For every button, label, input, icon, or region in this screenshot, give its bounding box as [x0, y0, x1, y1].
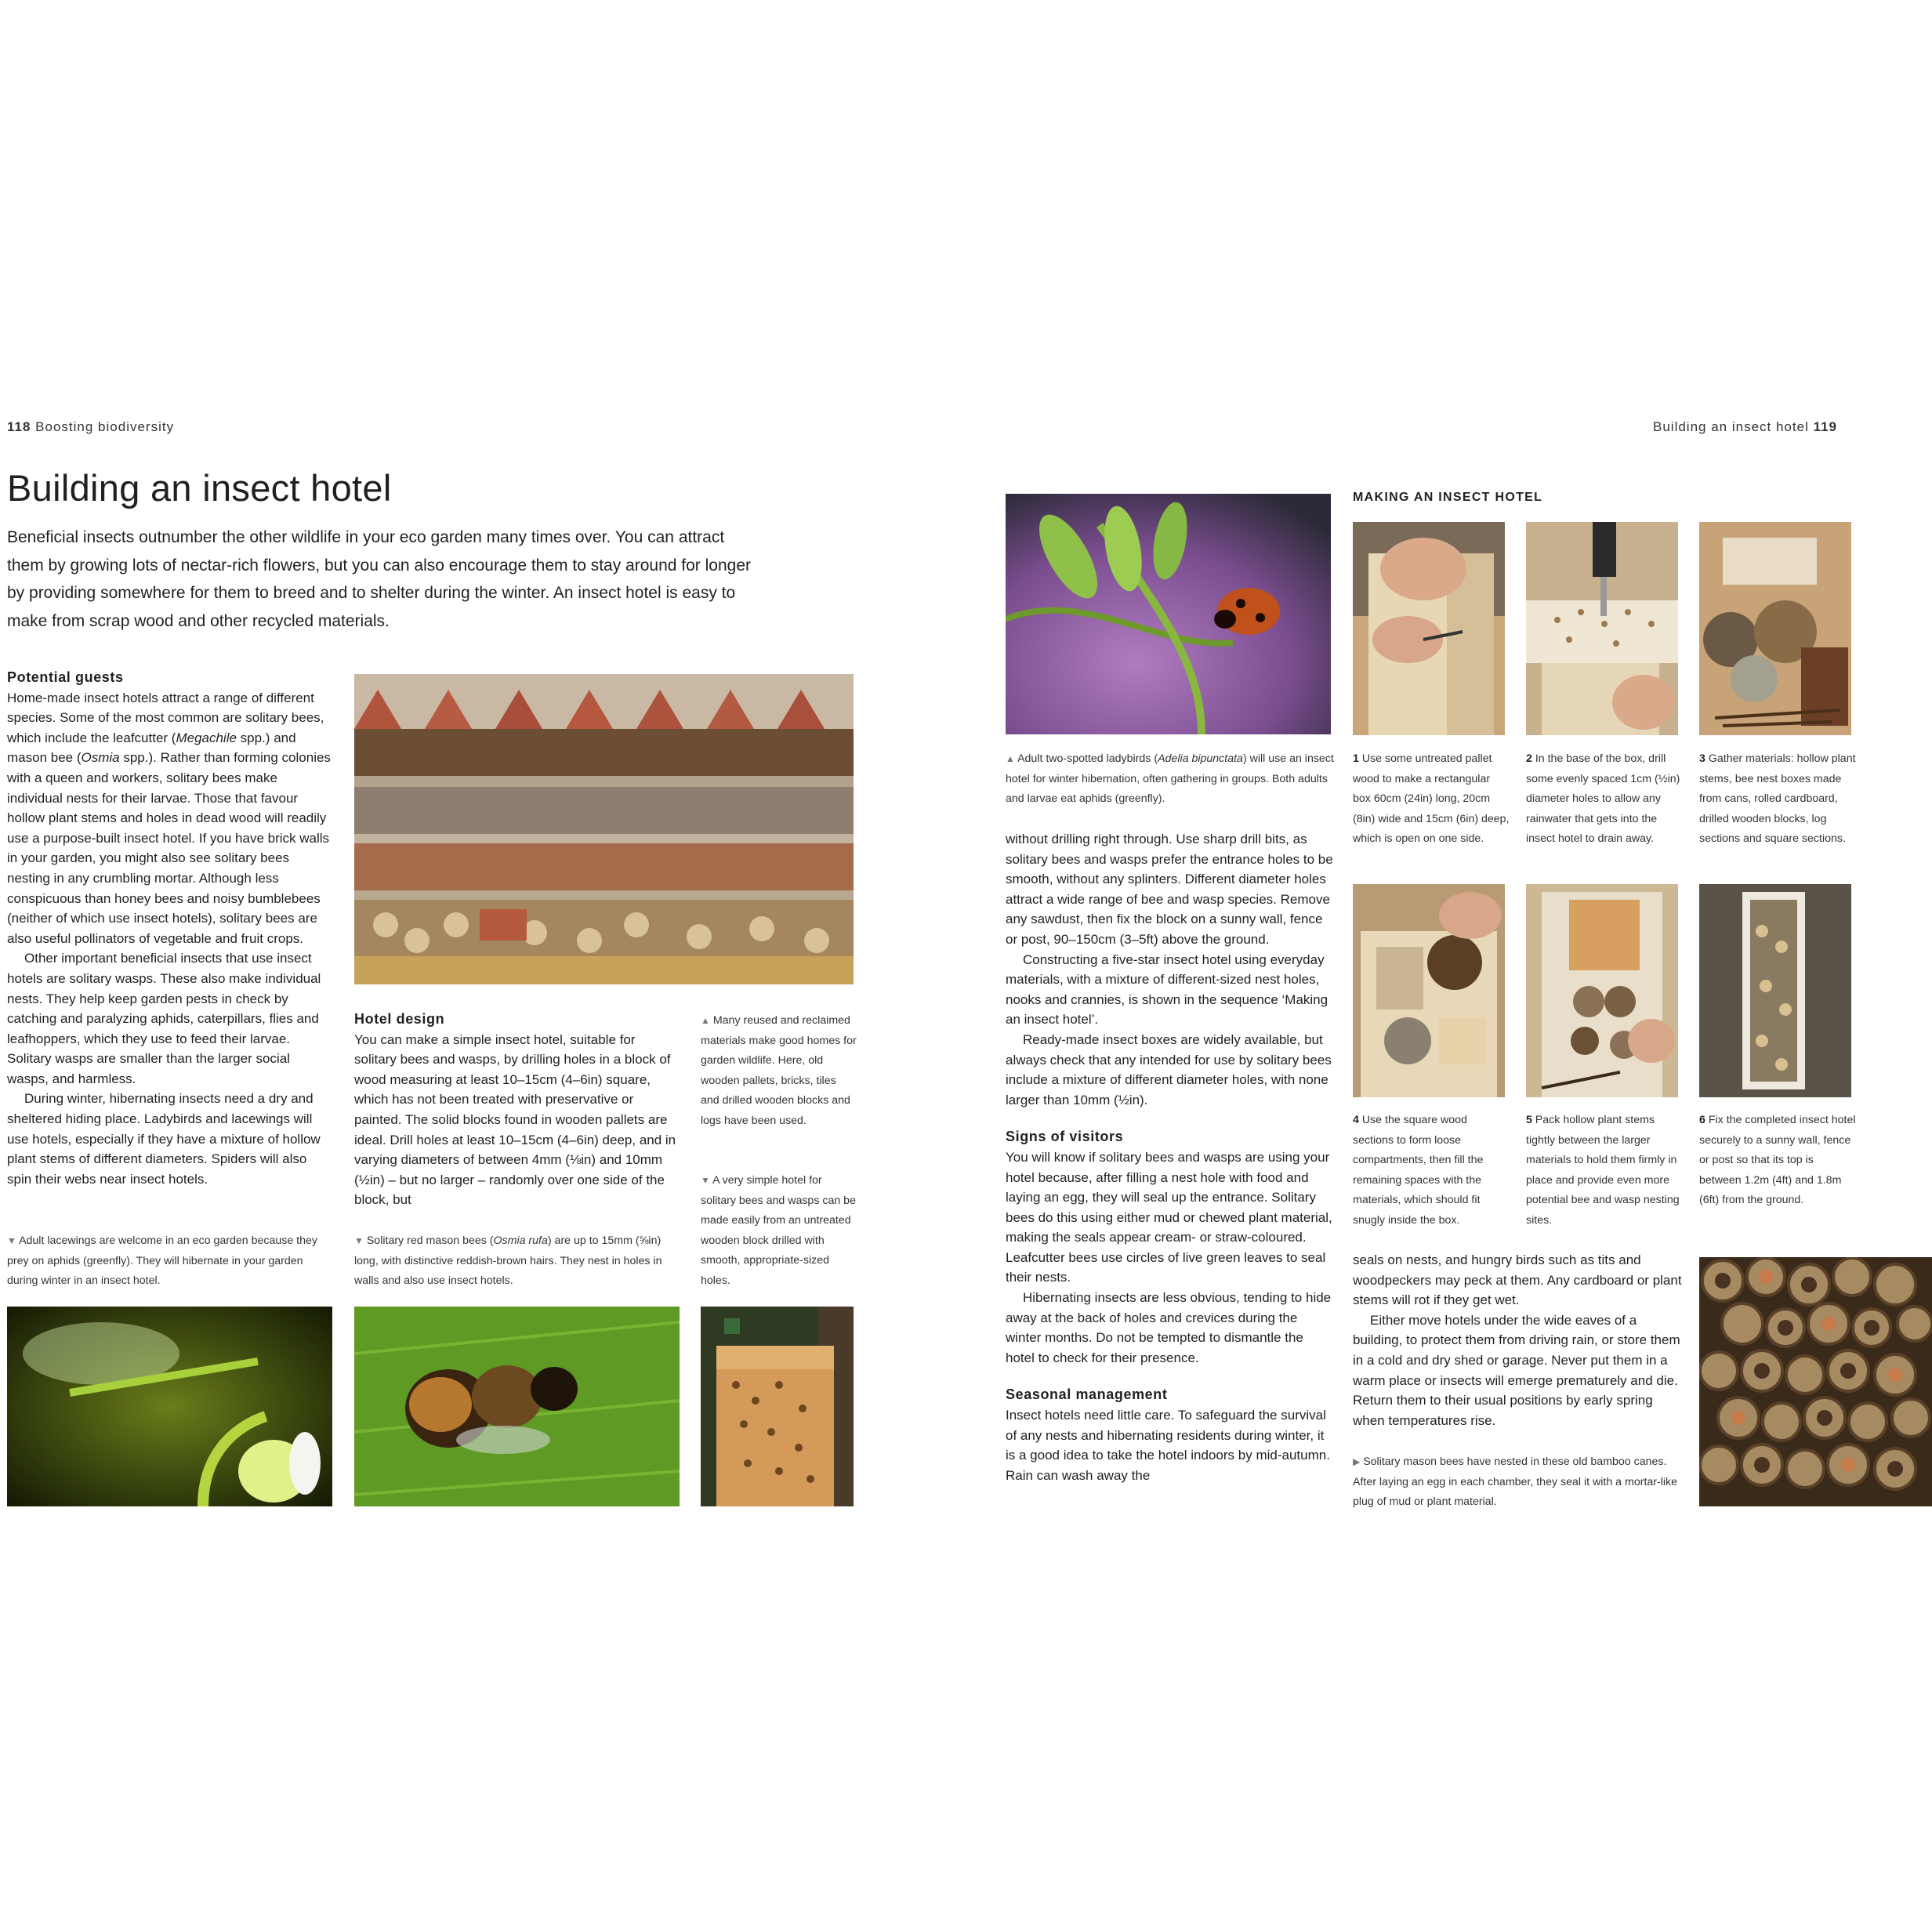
step-6-photo: [1699, 884, 1851, 1097]
potential-guests-p1: Home-made insect hotels attract a range of different species. Some of the most common are solitary bees, which include the leafcutter (Megachile spp.) and mason bee (Osmia spp.). Rather than forming colonies with a queen and workers, solitary bees make individual nests for their larvae. Those that favour hollow plant stems and holes in dead wood will readily use a purpose-built insect hotel. If you have brick walls in your garden, you might also see solitary bees nesting in any crumbling mortar. Although less conspicuous than honey bees and noisy bumblebees (neither of which use insect hotels), solitary bees are also useful pollinators of vegetable and fruit crops.: [7, 690, 331, 946]
bamboo-caption: ▶ Solitary mason bees have nested in these old bamboo canes. After laying an egg in each chamber, they seal it with a mortar-like plug of mud or plant material.: [1353, 1455, 1678, 1509]
right-continuation-column: [1353, 1250, 1682, 1430]
step-4-photo: [1353, 884, 1505, 1097]
reclaimed-caption: ▲ Many reused and reclaimed materials make good homes for garden wildlife. Here, old wooden pallets, bricks, tiles and drilled wooden blocks and logs have been used.: [701, 1014, 857, 1127]
page-number-left: 118: [7, 419, 31, 434]
step-2-photo: [1526, 522, 1678, 735]
section-name-left: Boosting biodiversity: [35, 419, 175, 434]
down-triangle-icon: ▼: [701, 1175, 710, 1186]
lacewing-caption: ▼ Adult lacewings are welcome in an eco garden because they prey on aphids (greenfly). They will hibernate in your garden during winter in an insect hotel.: [7, 1234, 317, 1288]
seasonal-p1: Insect hotels need little care. To safeguard the survival of any nests and hibernating residents during winter, it is a good idea to take the hotel indoors by mid-autumn. Rain can wash away the: [1006, 1408, 1330, 1483]
step-2-caption: 2 In the base of the box, drill some evenly spaced 1cm (½in) diameter holes to allow any rainwater that gets into the insect hotel to drain away.: [1526, 752, 1680, 846]
signs-p1: You will know if solitary bees and wasps are using your hotel because, after filling a nest hole with food and laying an egg, they will seal up the entrance. Solitary bees do this using either mud or chewed plant material, making the seals appear cream- or straw-coloured. Leafcutter bees use circles of live green leaves to seal their nests.: [1006, 1149, 1332, 1285]
right-col2-p2: Either move hotels under the wide eaves of a building, to protect them from driving rain, or store them in a cold and dry shed or garage. Never put them in a warm place or insects will emerge prematurely and die. Return them to their usual positions by early spring when temperatures rise.: [1353, 1312, 1680, 1428]
right-col1-p1: without drilling right through. Use sharp drill bits, as solitary bees and wasps prefer the entrance holes to be smooth, without any splinters. Different diameter holes attract a wide range of bee and wasp species. Remove any sawdust, then fix the block on a sunny wall, fence or post, 90–150cm (3–5ft) above the ground.: [1006, 832, 1333, 947]
hotel-design-p1: You can make a simple insect hotel, suitable for solitary bees and wasps, by drilling holes in a block of wood measuring at least 10–15cm (4–6in) square, which has not been treated with preservative or painted. The solid blocks found in wooden pallets are ideal. Drill holes at least 10–15cm (4–6in) deep, and in varying diameters of between 4mm (⅛in) and 10mm (½in) – but no larger – randomly over one side of the block, but: [354, 1031, 676, 1208]
right-main-column: [1006, 829, 1335, 1485]
intro-paragraph: Beneficial insects outnumber the other wildlife in your eco garden many times over. You can attract them by growing lots of nectar-rich flowers, but you can also encourage them to stay around for longer by providing somewhere for them to breed and to shelter during the winter. An insect hotel is easy to make from scrap wood and other recycled materials.: [7, 528, 751, 630]
step-4-number: 4: [1353, 1114, 1359, 1126]
hotel-design-heading: Hotel design: [354, 1011, 445, 1027]
page-title: Building an insect hotel: [7, 467, 392, 509]
step-1-photo: [1353, 522, 1505, 735]
step-2-number: 2: [1526, 752, 1532, 765]
simple-hotel-photo: [701, 1307, 854, 1506]
ladybird-photo: [1006, 494, 1331, 734]
step-3-number: 3: [1699, 752, 1705, 765]
simple-hotel-caption: ▼ A very simple hotel for solitary bees and wasps can be made easily from an untreated wooden block drilled with smooth, appropriate-sized holes.: [701, 1174, 856, 1287]
potential-guests-p2: Other important beneficial insects that use insect hotels are solitary wasps. These also make individual nests. They help keep garden pests in check by catching and paralyzing aphids, caterpillars, flies and leafhoppers, which they use to feed their larvae. Solitary wasps are smaller than the larger social wasps, and harmless.: [7, 951, 321, 1086]
left-folio: [7, 419, 174, 435]
section-name-right: Building an insect hotel: [1653, 419, 1809, 434]
down-triangle-icon: ▼: [7, 1235, 16, 1246]
step-6-caption: 6 Fix the completed insect hotel securely to a sunny wall, fence or post so that its top is between 1.2m (4ft) and 1.8m (6ft) from the ground.: [1699, 1114, 1856, 1207]
making-insect-hotel-label: MAKING AN INSECT HOTEL: [1353, 491, 1543, 504]
step-5-number: 5: [1526, 1114, 1532, 1126]
mason-bee-photo: [354, 1307, 680, 1506]
potential-guests-column: [7, 668, 335, 1189]
step-4-caption: 4 Use the square wood sections to form loose compartments, then fill the remaining spaces with the materials, which should fit snugly inside the box.: [1353, 1114, 1484, 1227]
signs-p2: Hibernating insects are less obvious, tending to hide away at the back of holes and crevices during the winter months. Do not be tempted to dismantle the hotel to check for their presence.: [1006, 1290, 1332, 1365]
seasonal-management-heading: Seasonal management: [1006, 1386, 1168, 1403]
step-5-photo: [1526, 884, 1678, 1097]
right-col2-p1: seals on nests, and hungry birds such as tits and woodpeckers may peck at them. Any cardboard or plant stems will rot if they get wet.: [1353, 1252, 1682, 1308]
step-3-caption: 3 Gather materials: hollow plant stems, bee nest boxes made from cans, rolled cardboard, drilled wooden blocks, log sections and square sections.: [1699, 752, 1856, 846]
potential-guests-heading: Potential guests: [7, 669, 124, 685]
step-1-number: 1: [1353, 752, 1359, 765]
step-5-caption: 5 Pack hollow plant stems tightly between the larger materials to hold them firmly in place and provide even more potential bee and wasp nesting sites.: [1526, 1114, 1680, 1227]
right-triangle-icon: ▶: [1353, 1456, 1361, 1467]
right-col1-p3: Ready-made insect boxes are widely available, but always check that any intended for use by solitary bees include a mixture of different diameter holes, with none larger than 10mm (½in).: [1006, 1031, 1332, 1107]
up-triangle-icon: ▲: [1006, 753, 1015, 764]
ladybird-caption: ▲ Adult two-spotted ladybirds (Adelia bipunctata) will use an insect hotel for winter hibernation, often gathering in groups. Both adults and larvae eat aphids (greenfly).: [1006, 752, 1334, 806]
potential-guests-p3: During winter, hibernating insects need a dry and sheltered hiding place. Ladybirds and lacewings will use hotels, especially if they have a mixture of hollow plant stems of different diameters. Spiders will also spin their webs near insect hotels.: [7, 1091, 321, 1187]
hotel-design-column: [354, 1009, 680, 1210]
lacewing-photo: [7, 1307, 332, 1506]
down-triangle-icon: ▼: [354, 1235, 364, 1246]
right-col1-p2: Constructing a five-star insect hotel using everyday materials, with a mixture of different-sized nest holes, nooks and crannies, is shown in the sequence ‘Making an insect hotel’.: [1006, 952, 1328, 1028]
step-1-caption: 1 Use some untreated pallet wood to make a rectangular box 60cm (24in) long, 20cm (8in) wide and 15cm (6in) deep, which is open on one side.: [1353, 752, 1510, 846]
right-folio: [1653, 419, 1837, 435]
step-3-photo: [1699, 522, 1851, 735]
up-triangle-icon: ▲: [701, 1015, 710, 1026]
mason-bee-caption: ▼ Solitary red mason bees (Osmia rufa) are up to 15mm (⅝in) long, with distinctive reddish-brown hairs. They nest in holes in walls and also use insect hotels.: [354, 1234, 662, 1288]
page-number-right: 119: [1813, 419, 1838, 434]
signs-of-visitors-heading: Signs of visitors: [1006, 1129, 1124, 1145]
bamboo-canes-photo: [1699, 1257, 1932, 1506]
reclaimed-hotel-photo: [354, 674, 854, 984]
step-6-number: 6: [1699, 1114, 1705, 1126]
